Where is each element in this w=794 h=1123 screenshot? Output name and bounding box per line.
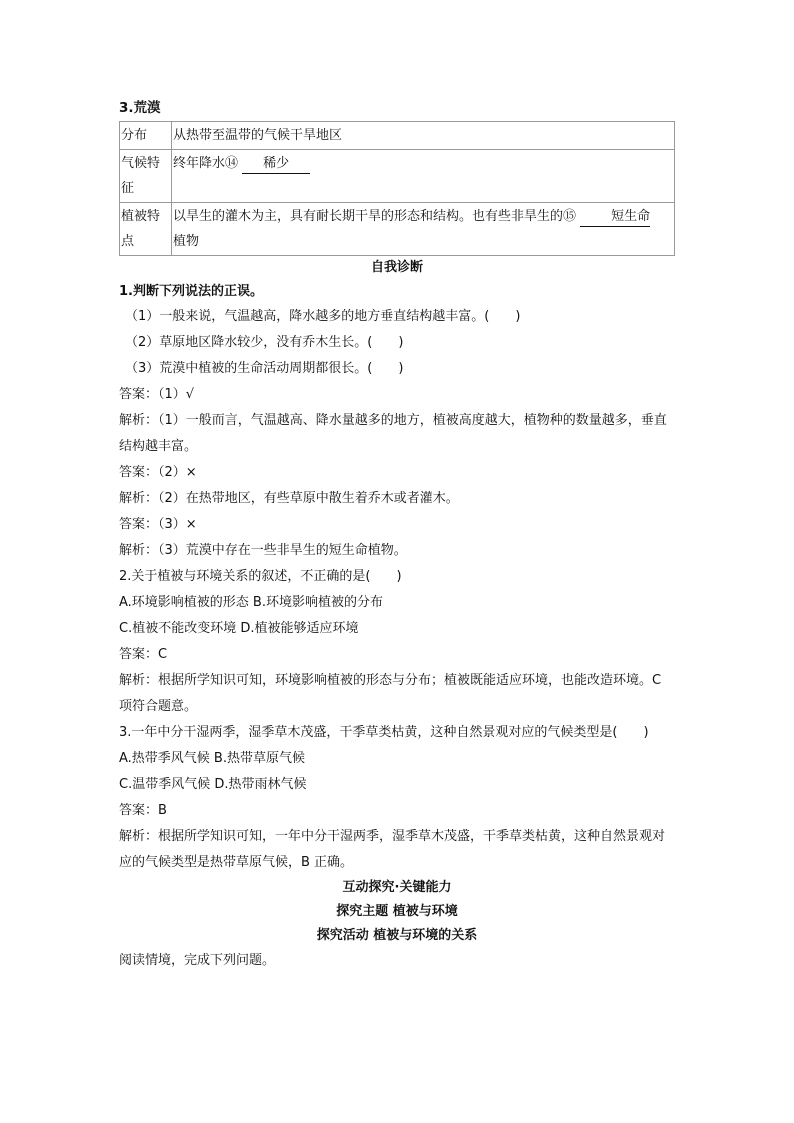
row-content [172,203,675,256]
self-diagnosis-heading: 自我诊断 [370,260,423,275]
row-prefix: 终年降水 [173,156,226,171]
topic-heading: 探究主题 植被与环境 [336,904,458,919]
section-heading: 互动探究·关键能力 [342,880,452,895]
question-3-options: C.温带季风气候 D.热带雨林气候 [119,777,307,792]
answer-line: 答案：（3）× [119,517,197,532]
analysis-text: 解析：（3）荒漠中存在一些非旱生的短生命植物。 [119,543,407,558]
question-1-item: （3）荒漠中植被的生命活动周期都很长。( ) [125,361,404,376]
page [119,96,675,974]
row-label: 气候特征 [120,150,172,203]
table-row [120,122,675,150]
activity-heading: 探究活动 植被与环境的关系 [316,928,478,943]
answer-line: 答案：C [119,647,168,662]
answer-line: 答案：（1）√ [119,387,195,402]
question-3-stem: 3.一年中分干湿两季，湿季草木茂盛，干季草类枯黄，这种自然景观对应的气候类型是( ) [119,725,649,740]
analysis-text: 解析：（2）在热带地区，有些草原中散生着乔木或者灌木。 [119,491,459,506]
desert-table [119,121,675,256]
row-label: 分布 [120,122,172,150]
row-content [172,150,675,203]
instruction-text: 阅读情境，完成下列问题。 [119,953,276,968]
table-row [120,203,675,256]
table-row [120,150,675,203]
fill-blank-answer: 短生命 [580,208,650,227]
fill-blank-answer: 稀少 [242,155,310,174]
blank-number: ⑭ [225,156,239,171]
row-suffix: 植物 [173,234,200,249]
row-prefix: 以旱生的灌木为主，具有耐长期干旱的形态和结构。也有些非旱生的 [173,209,564,224]
answer-line: 答案：B [119,803,167,818]
analysis-text: 解析：（1）一般而言，气温越高、降水量越多的地方，植被高度越大，植物种的数量越多，垂直结构越丰富。 [119,413,667,454]
question-2-options: A.环境影响植被的形态 B.环境影响植被的分布 [119,595,383,610]
section-title: 3.荒漠 [119,100,161,116]
question-1-item: （2）草原地区降水较少，没有乔木生长。( ) [125,335,404,350]
row-label: 植被特点 [120,203,172,256]
question-3-options: A.热带季风气候 B.热带草原气候 [119,751,305,766]
question-1-item: （1）一般来说，气温越高，降水越多的地方垂直结构越丰富。( ) [125,309,521,324]
analysis-text: 解析：根据所学知识可知，一年中分干湿两季，湿季草木茂盛，干季草类枯黄，这种自然景观对应的气候类型是热带草原气候，B 正确。 [119,829,666,870]
question-1-title: 1.判断下列说法的正误。 [119,284,263,299]
analysis-text: 解析：根据所学知识可知，环境影响植被的形态与分布；植被既能适应环境，也能改造环境。C 项符合题意。 [119,673,662,714]
question-2-stem: 2.关于植被与环境关系的叙述，不正确的是( ) [119,569,402,584]
question-2-options: C.植被不能改变环境 D.植被能够适应环境 [119,621,359,636]
row-content: 从热带至温带的气候干旱地区 [172,122,675,150]
blank-number: ⑮ [563,209,577,224]
answer-line: 答案：（2）× [119,465,197,480]
